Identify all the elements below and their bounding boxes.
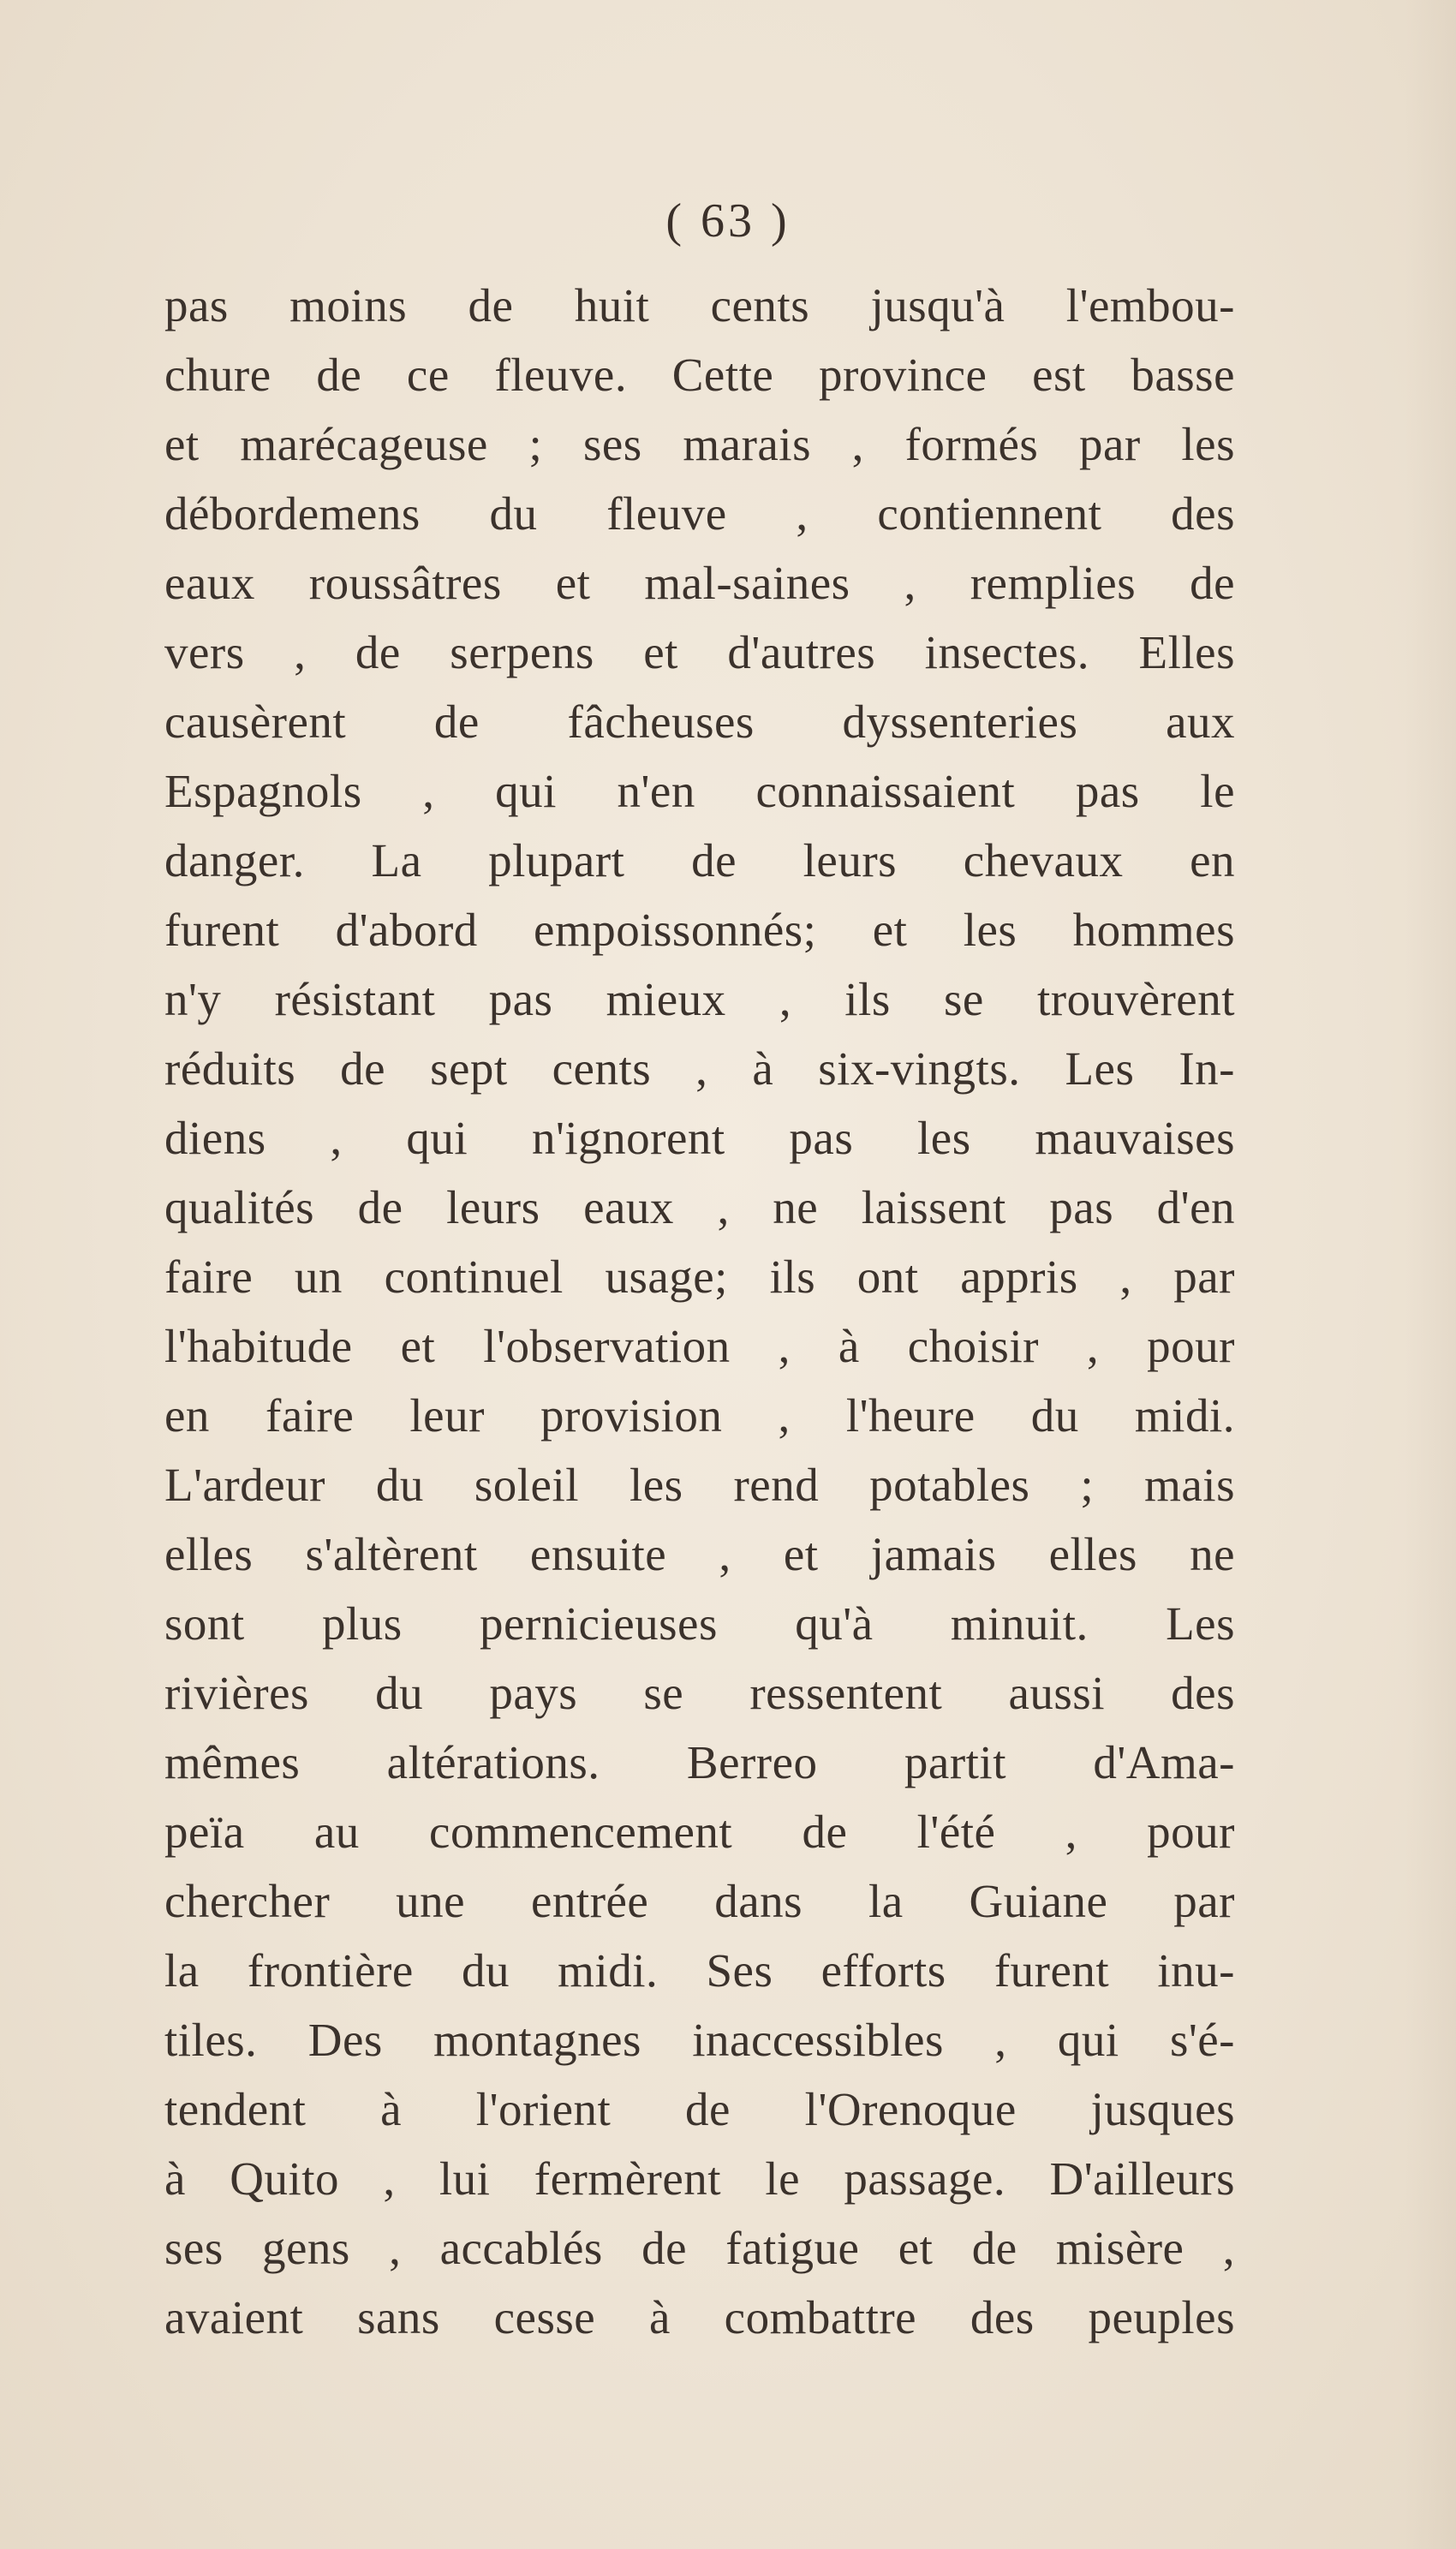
text-line: faire un continuel usage; ils ont appris , par	[164, 1251, 1235, 1303]
text-line: eaux roussâtres et mal-saines , remplies de	[164, 557, 1235, 609]
text-line: mêmes altérations. Berreo partit d'Ama-	[164, 1736, 1235, 1788]
text-line: n'y résistant pas mieux , ils se trouvèrent	[164, 973, 1235, 1025]
text-line: l'habitude et l'observation , à choisir , pour	[164, 1320, 1235, 1372]
text-line: causèrent de fâcheuses dyssenteries aux	[164, 695, 1235, 748]
text-line: vers , de serpens et d'autres insectes. Elles	[164, 626, 1235, 678]
text-line: à Quito , lui fermèrent le passage. D'ailleurs	[164, 2152, 1235, 2205]
page-edge-shadow	[1405, 0, 1456, 2549]
text-line: Espagnols , qui n'en connaissaient pas le	[164, 765, 1235, 817]
text-line: réduits de sept cents , à six-vingts. Les In-	[164, 1042, 1235, 1095]
body-text	[164, 271, 1235, 2352]
text-line: qualités de leurs eaux , ne laissent pas d'en	[164, 1181, 1235, 1233]
text-line: la frontière du midi. Ses efforts furent inu-	[164, 1944, 1235, 1997]
text-line: sont plus pernicieuses qu'à minuit. Les	[164, 1597, 1235, 1650]
text-line: avaient sans cesse à combattre des peuples	[164, 2291, 1235, 2343]
text-line: ses gens , accablés de fatigue et de misère ,	[164, 2222, 1235, 2274]
page-number: ( 63 )	[665, 194, 791, 248]
text-line: rivières du pays se ressentent aussi des	[164, 1667, 1235, 1719]
text-line: diens , qui n'ignorent pas les mauvaises	[164, 1112, 1235, 1164]
text-line: tiles. Des montagnes inaccessibles , qui s'é-	[164, 2014, 1235, 2066]
text-line: furent d'abord empoissonnés; et les hommes	[164, 904, 1235, 956]
text-line: pas moins de huit cents jusqu'à l'embou-	[164, 279, 1235, 331]
text-line: en faire leur provision , l'heure du midi.	[164, 1389, 1235, 1442]
text-line: chure de ce fleuve. Cette province est basse	[164, 349, 1235, 401]
text-line: débordemens du fleuve , contiennent des	[164, 487, 1235, 540]
text-line: chercher une entrée dans la Guiane par	[164, 1875, 1235, 1927]
text-line: L'ardeur du soleil les rend potables ; mais	[164, 1459, 1235, 1511]
text-line: tendent à l'orient de l'Orenoque jusques	[164, 2083, 1235, 2135]
text-line: peïa au commencement de l'été , pour	[164, 1806, 1235, 1858]
text-line: danger. La plupart de leurs chevaux en	[164, 834, 1235, 886]
text-line: et marécageuse ; ses marais , formés par les	[164, 418, 1235, 470]
text-line: elles s'altèrent ensuite , et jamais elles ne	[164, 1528, 1235, 1580]
